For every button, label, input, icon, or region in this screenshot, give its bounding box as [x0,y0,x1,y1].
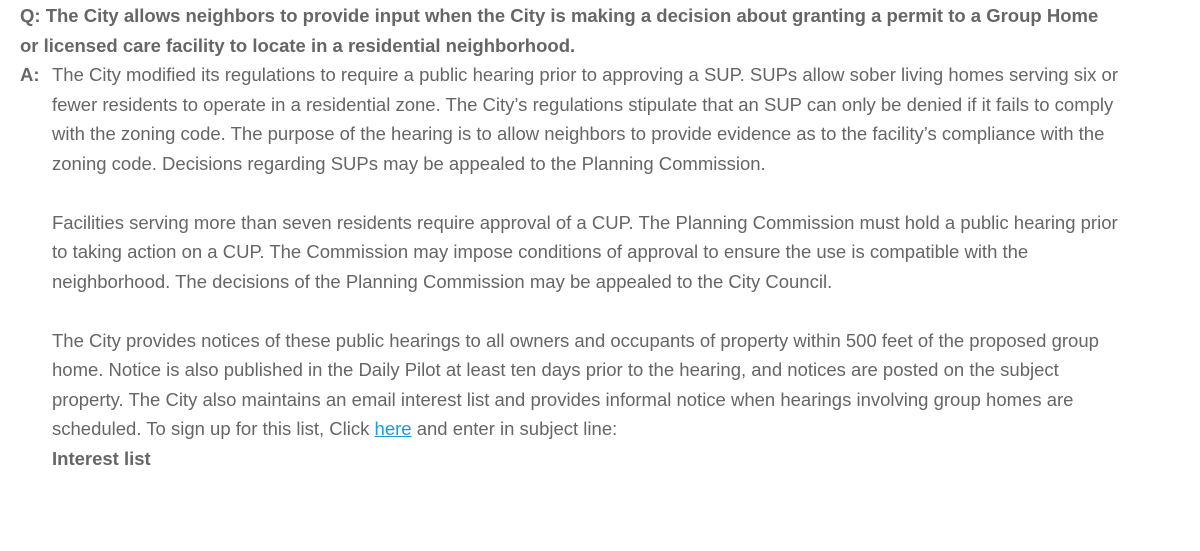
answer-paragraph-cup: Facilities serving more than seven residents require approval of a CUP. The Planning Commission must hold a public hearing prior to taking action on a CUP. The Commission may impose conditions of approval to ensure the use is compatible with the neighborhood. The decisions of the Planning Commission may be appealed to the City Council. [52,211,1118,292]
faq-question [20,1,1120,60]
answer-paragraph-sup: The City modified its regulations to require a public hearing prior to approving a SUP. SUPs allow sober living homes serving six or fewer residents to operate in a residential zone. The City’s regulations stipulate that an SUP can only be denied if it fails to comply with the zoning code. The purpose of the hearing is to allow neighbors to provide evidence as to the facility’s compliance with the zoning code. Decisions regarding SUPs may be appealed to the Planning Commission. [52,64,1118,174]
faq-answer [20,60,1120,473]
subject-line-value: Interest list [52,447,151,469]
question-text: The City allows neighbors to provide input when the City is making a decision about granting a permit to a Group Home or licensed care facility to locate in a residential neighborhood. [20,5,1099,56]
answer-paragraph-notices [52,326,1120,474]
answer-label: A: [20,64,40,85]
question-label: Q: [20,5,41,26]
notices-text-after-link: and enter in subject line: [411,418,618,439]
faq-item [20,1,1120,473]
signup-here-link[interactable]: here [374,418,412,439]
notices-text: The City provides notices of these public hearings to all owners and occupants of property within 500 feet of the proposed group home. Notice is also published in the Daily Pilot at least ten days prior to the hearing, and notices are posted on the subject property. The City also maintains an email interest list and provides informal notice when hearings involving group homes are scheduled. To sign up for this list, Click [52,329,1099,439]
